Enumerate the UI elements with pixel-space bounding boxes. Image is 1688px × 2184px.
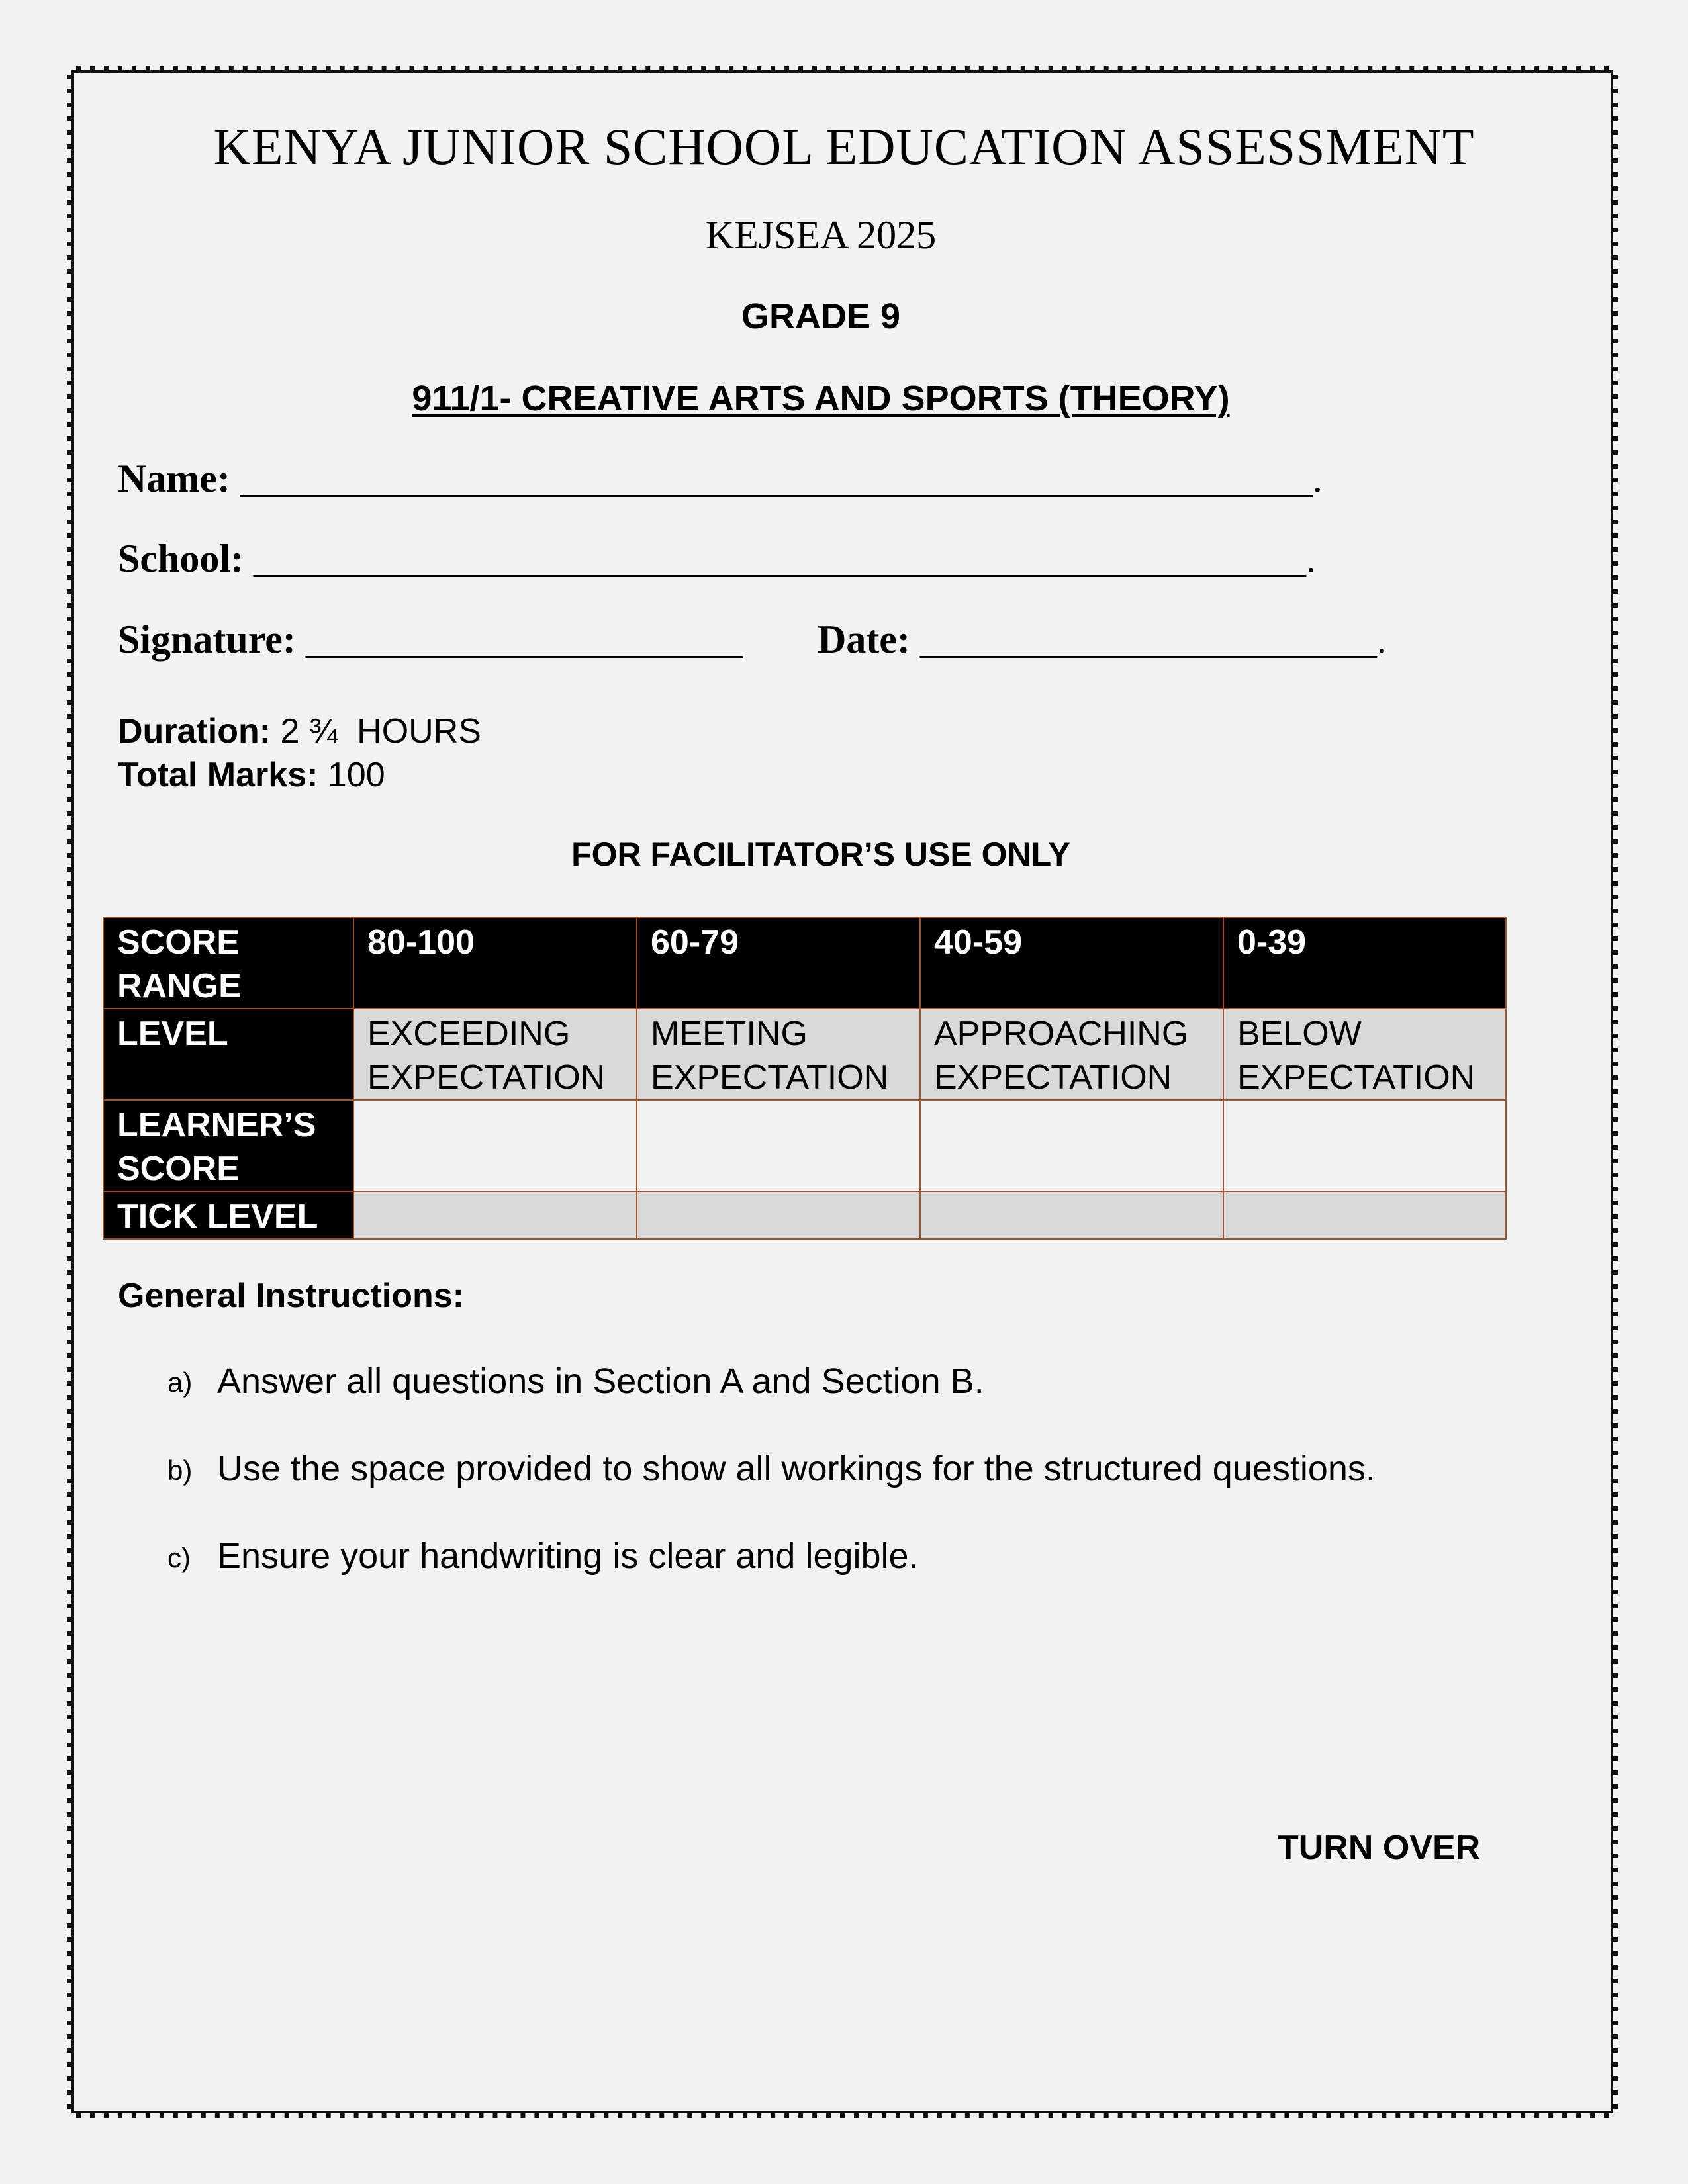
marks-label: Total Marks: [118, 756, 318, 794]
level-cell: APPROACHING EXPECTATION [920, 1009, 1223, 1100]
table-row [103, 1100, 1506, 1191]
duration-label: Duration: [118, 712, 271, 751]
tick-level-cell[interactable] [1223, 1191, 1506, 1239]
exam-title: KENYA JUNIOR SCHOOL EDUCATION ASSESSMENT [213, 118, 1475, 175]
learner-score-cell[interactable] [353, 1100, 637, 1191]
score-table [103, 917, 1507, 1240]
date-field[interactable] [818, 615, 1387, 663]
row-label-learners-score: LEARNER’S SCORE [103, 1100, 353, 1191]
instructions-heading: General Instructions: [118, 1277, 464, 1315]
table-row [103, 1009, 1506, 1100]
paper-heading: 911/1- CREATIVE ARTS AND SPORTS (THEORY) [412, 379, 1230, 418]
turn-over-label: TURN OVER [1278, 1829, 1481, 1867]
signature-line: ______________________ [305, 617, 743, 661]
name-label: Name: [118, 457, 230, 500]
signature-label: Signature: [118, 617, 296, 661]
learner-score-cell[interactable] [920, 1100, 1223, 1191]
duration [118, 709, 481, 753]
level-cell: EXCEEDING EXPECTATION [353, 1009, 637, 1100]
score-range-cell: 40-59 [920, 917, 1223, 1009]
exam-subtitle: KEJSEA 2025 [705, 213, 937, 257]
table-row [103, 917, 1506, 1009]
tick-level-cell[interactable] [637, 1191, 920, 1239]
row-label-level: LEVEL [103, 1009, 353, 1100]
date-label: Date: [818, 617, 910, 661]
grade-heading: GRADE 9 [741, 296, 901, 336]
tick-level-cell[interactable] [920, 1191, 1223, 1239]
instruction-marker: a) [167, 1367, 193, 1398]
instruction-marker: c) [167, 1542, 191, 1573]
school-label: School: [118, 537, 244, 580]
score-range-cell: 80-100 [353, 917, 637, 1009]
instruction-item: Ensure your handwriting is clear and legible. [217, 1536, 919, 1576]
table-row [103, 1191, 1506, 1239]
signature-field[interactable] [118, 615, 743, 663]
school-line: _____________________________________________________. [254, 537, 1317, 580]
row-label-score-range: SCORE RANGE [103, 917, 353, 1009]
instruction-item: Answer all questions in Section A and Section B. [217, 1361, 984, 1401]
name-field[interactable] [118, 455, 1323, 502]
instruction-item: Use the space provided to show all workings for the structured questions. [217, 1449, 1376, 1488]
duration-value: 2 ¾ HOURS [271, 712, 481, 751]
school-field[interactable] [118, 535, 1316, 582]
level-cell: BELOW EXPECTATION [1223, 1009, 1506, 1100]
learner-score-cell[interactable] [637, 1100, 920, 1191]
learner-score-cell[interactable] [1223, 1100, 1506, 1191]
row-label-tick-level: TICK LEVEL [103, 1191, 353, 1239]
facilitator-heading: FOR FACILITATOR’S USE ONLY [571, 836, 1070, 873]
marks-value: 100 [318, 756, 385, 794]
score-range-cell: 0-39 [1223, 917, 1506, 1009]
instruction-marker: b) [167, 1455, 193, 1486]
name-line: ______________________________________________________. [240, 457, 1323, 500]
score-range-cell: 60-79 [637, 917, 920, 1009]
date-line: _______________________. [919, 617, 1387, 661]
tick-level-cell[interactable] [353, 1191, 637, 1239]
total-marks [118, 753, 385, 797]
level-cell: MEETING EXPECTATION [637, 1009, 920, 1100]
